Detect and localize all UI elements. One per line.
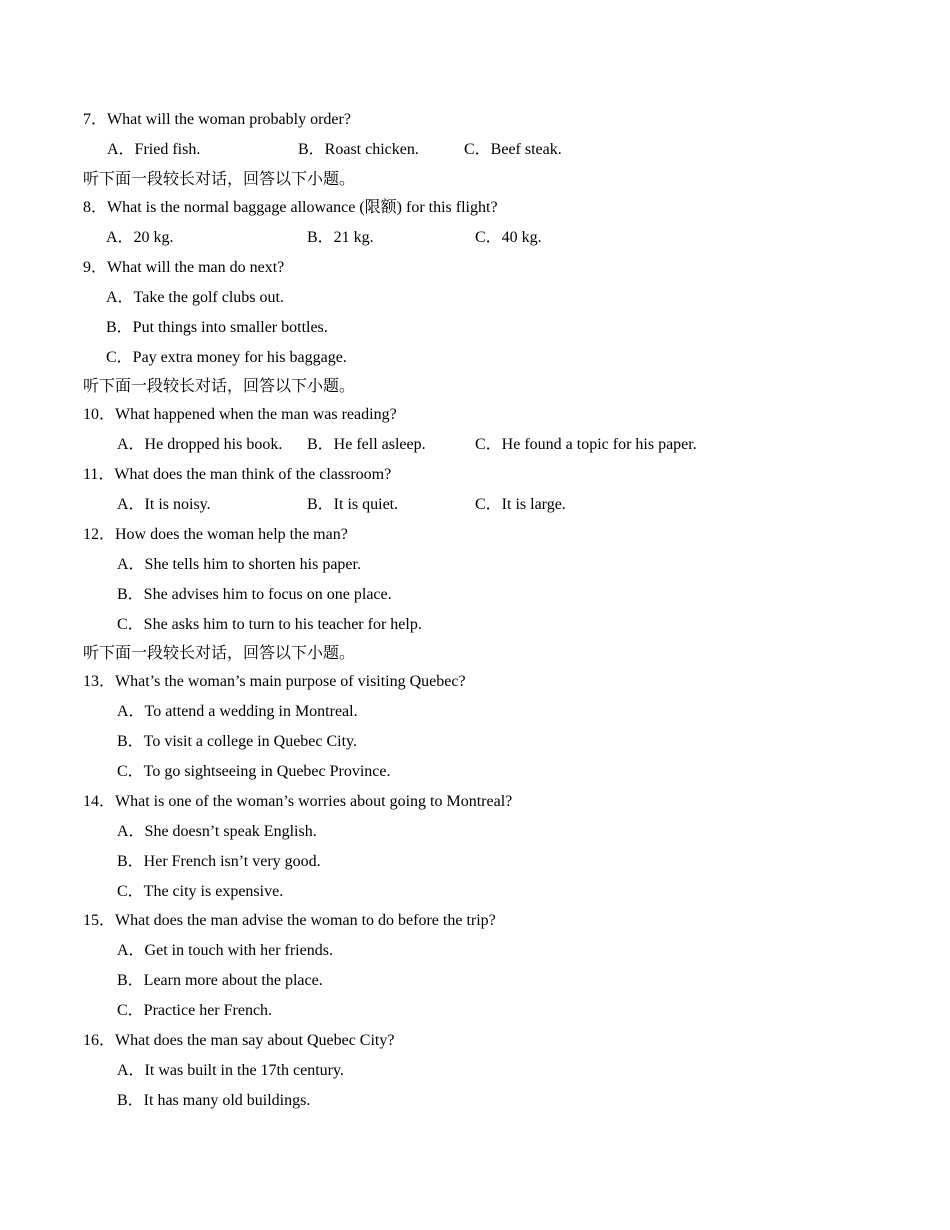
- option-c: C．It is large.: [475, 496, 566, 513]
- question-15: [0, 910, 950, 932]
- question-10: [0, 404, 950, 426]
- question-12-option-c: [0, 614, 950, 636]
- question-stem: 13．What’s the woman’s main purpose of visiting Quebec?: [83, 673, 466, 690]
- option-a: A．Get in touch with her friends.: [117, 942, 333, 959]
- question-15-option-c: [0, 1000, 950, 1022]
- option-c: C．Pay extra money for his baggage.: [106, 349, 347, 366]
- option-b: B．Put things into smaller bottles.: [106, 319, 328, 336]
- question-11: [0, 464, 950, 486]
- option-a: A．20 kg.: [106, 229, 174, 246]
- instruction-text: 听下面一段较长对话，回答以下小题。: [83, 645, 356, 662]
- question-9-option-c: [0, 347, 950, 369]
- option-c: C．To go sightseeing in Quebec Province.: [117, 763, 391, 780]
- question-stem: 9．What will the man do next?: [83, 259, 285, 276]
- option-c: C．Practice her French.: [117, 1002, 273, 1019]
- question-12-option-b: [0, 584, 950, 606]
- question-9-option-a: [0, 287, 950, 309]
- question-stem: 11．What does the man think of the classroom?: [83, 466, 392, 483]
- option-b: B．Roast chicken.: [298, 141, 419, 158]
- question-14-option-a: [0, 821, 950, 843]
- option-c: C．He found a topic for his paper.: [475, 436, 697, 453]
- option-a: A．It was built in the 17th century.: [117, 1062, 344, 1079]
- instruction-text: 听下面一段较长对话，回答以下小题。: [83, 378, 356, 395]
- option-b: B．To visit a college in Quebec City.: [117, 733, 358, 750]
- question-stem: 16．What does the man say about Quebec City?: [83, 1032, 395, 1049]
- option-c: C．The city is expensive.: [117, 883, 284, 900]
- option-a: A．Take the golf clubs out.: [106, 289, 284, 306]
- option-b: B．Learn more about the place.: [117, 972, 323, 989]
- question-12: [0, 524, 950, 546]
- option-b: B．Her French isn’t very good.: [117, 853, 321, 870]
- option-b: B．She advises him to focus on one place.: [117, 586, 392, 603]
- section-instruction: [0, 169, 950, 191]
- option-c: C．40 kg.: [475, 229, 542, 246]
- question-10-options: [0, 434, 950, 456]
- question-stem: 8．What is the normal baggage allowance (限额) for this flight?: [83, 199, 498, 216]
- question-9-option-b: [0, 317, 950, 339]
- question-13-option-b: [0, 731, 950, 753]
- question-15-option-a: [0, 940, 950, 962]
- question-9: [0, 257, 950, 279]
- option-c: C．Beef steak.: [464, 141, 562, 158]
- question-11-options: [0, 494, 950, 516]
- option-a: A．He dropped his book.: [117, 436, 283, 453]
- question-16: [0, 1030, 950, 1052]
- question-stem: 7．What will the woman probably order?: [83, 111, 351, 128]
- question-7: [0, 109, 950, 131]
- question-16-option-a: [0, 1060, 950, 1082]
- question-14-option-b: [0, 851, 950, 873]
- option-b: B．He fell asleep.: [307, 436, 426, 453]
- question-15-option-b: [0, 970, 950, 992]
- instruction-text: 听下面一段较长对话，回答以下小题。: [83, 171, 356, 188]
- question-stem: 12．How does the woman help the man?: [83, 526, 348, 543]
- question-stem: 14．What is one of the woman’s worries about going to Montreal?: [83, 793, 513, 810]
- question-13-option-c: [0, 761, 950, 783]
- question-14-option-c: [0, 881, 950, 903]
- question-12-option-a: [0, 554, 950, 576]
- option-a: A．She doesn’t speak English.: [117, 823, 317, 840]
- option-a: A．Fried fish.: [107, 141, 201, 158]
- option-b: B．It is quiet.: [307, 496, 399, 513]
- question-7-options: [0, 139, 950, 161]
- question-13: [0, 671, 950, 693]
- option-a: A．To attend a wedding in Montreal.: [117, 703, 358, 720]
- section-instruction: [0, 376, 950, 398]
- question-16-option-b: [0, 1090, 950, 1112]
- option-c: C．She asks him to turn to his teacher for help.: [117, 616, 422, 633]
- option-b: B．21 kg.: [307, 229, 374, 246]
- question-8: [0, 197, 950, 219]
- option-b: B．It has many old buildings.: [117, 1092, 311, 1109]
- question-13-option-a: [0, 701, 950, 723]
- section-instruction: [0, 643, 950, 665]
- option-a: A．She tells him to shorten his paper.: [117, 556, 361, 573]
- question-14: [0, 791, 950, 813]
- question-stem: 10．What happened when the man was reading?: [83, 406, 397, 423]
- question-stem: 15．What does the man advise the woman to do before the trip?: [83, 912, 496, 929]
- question-8-options: [0, 227, 950, 249]
- option-a: A．It is noisy.: [117, 496, 211, 513]
